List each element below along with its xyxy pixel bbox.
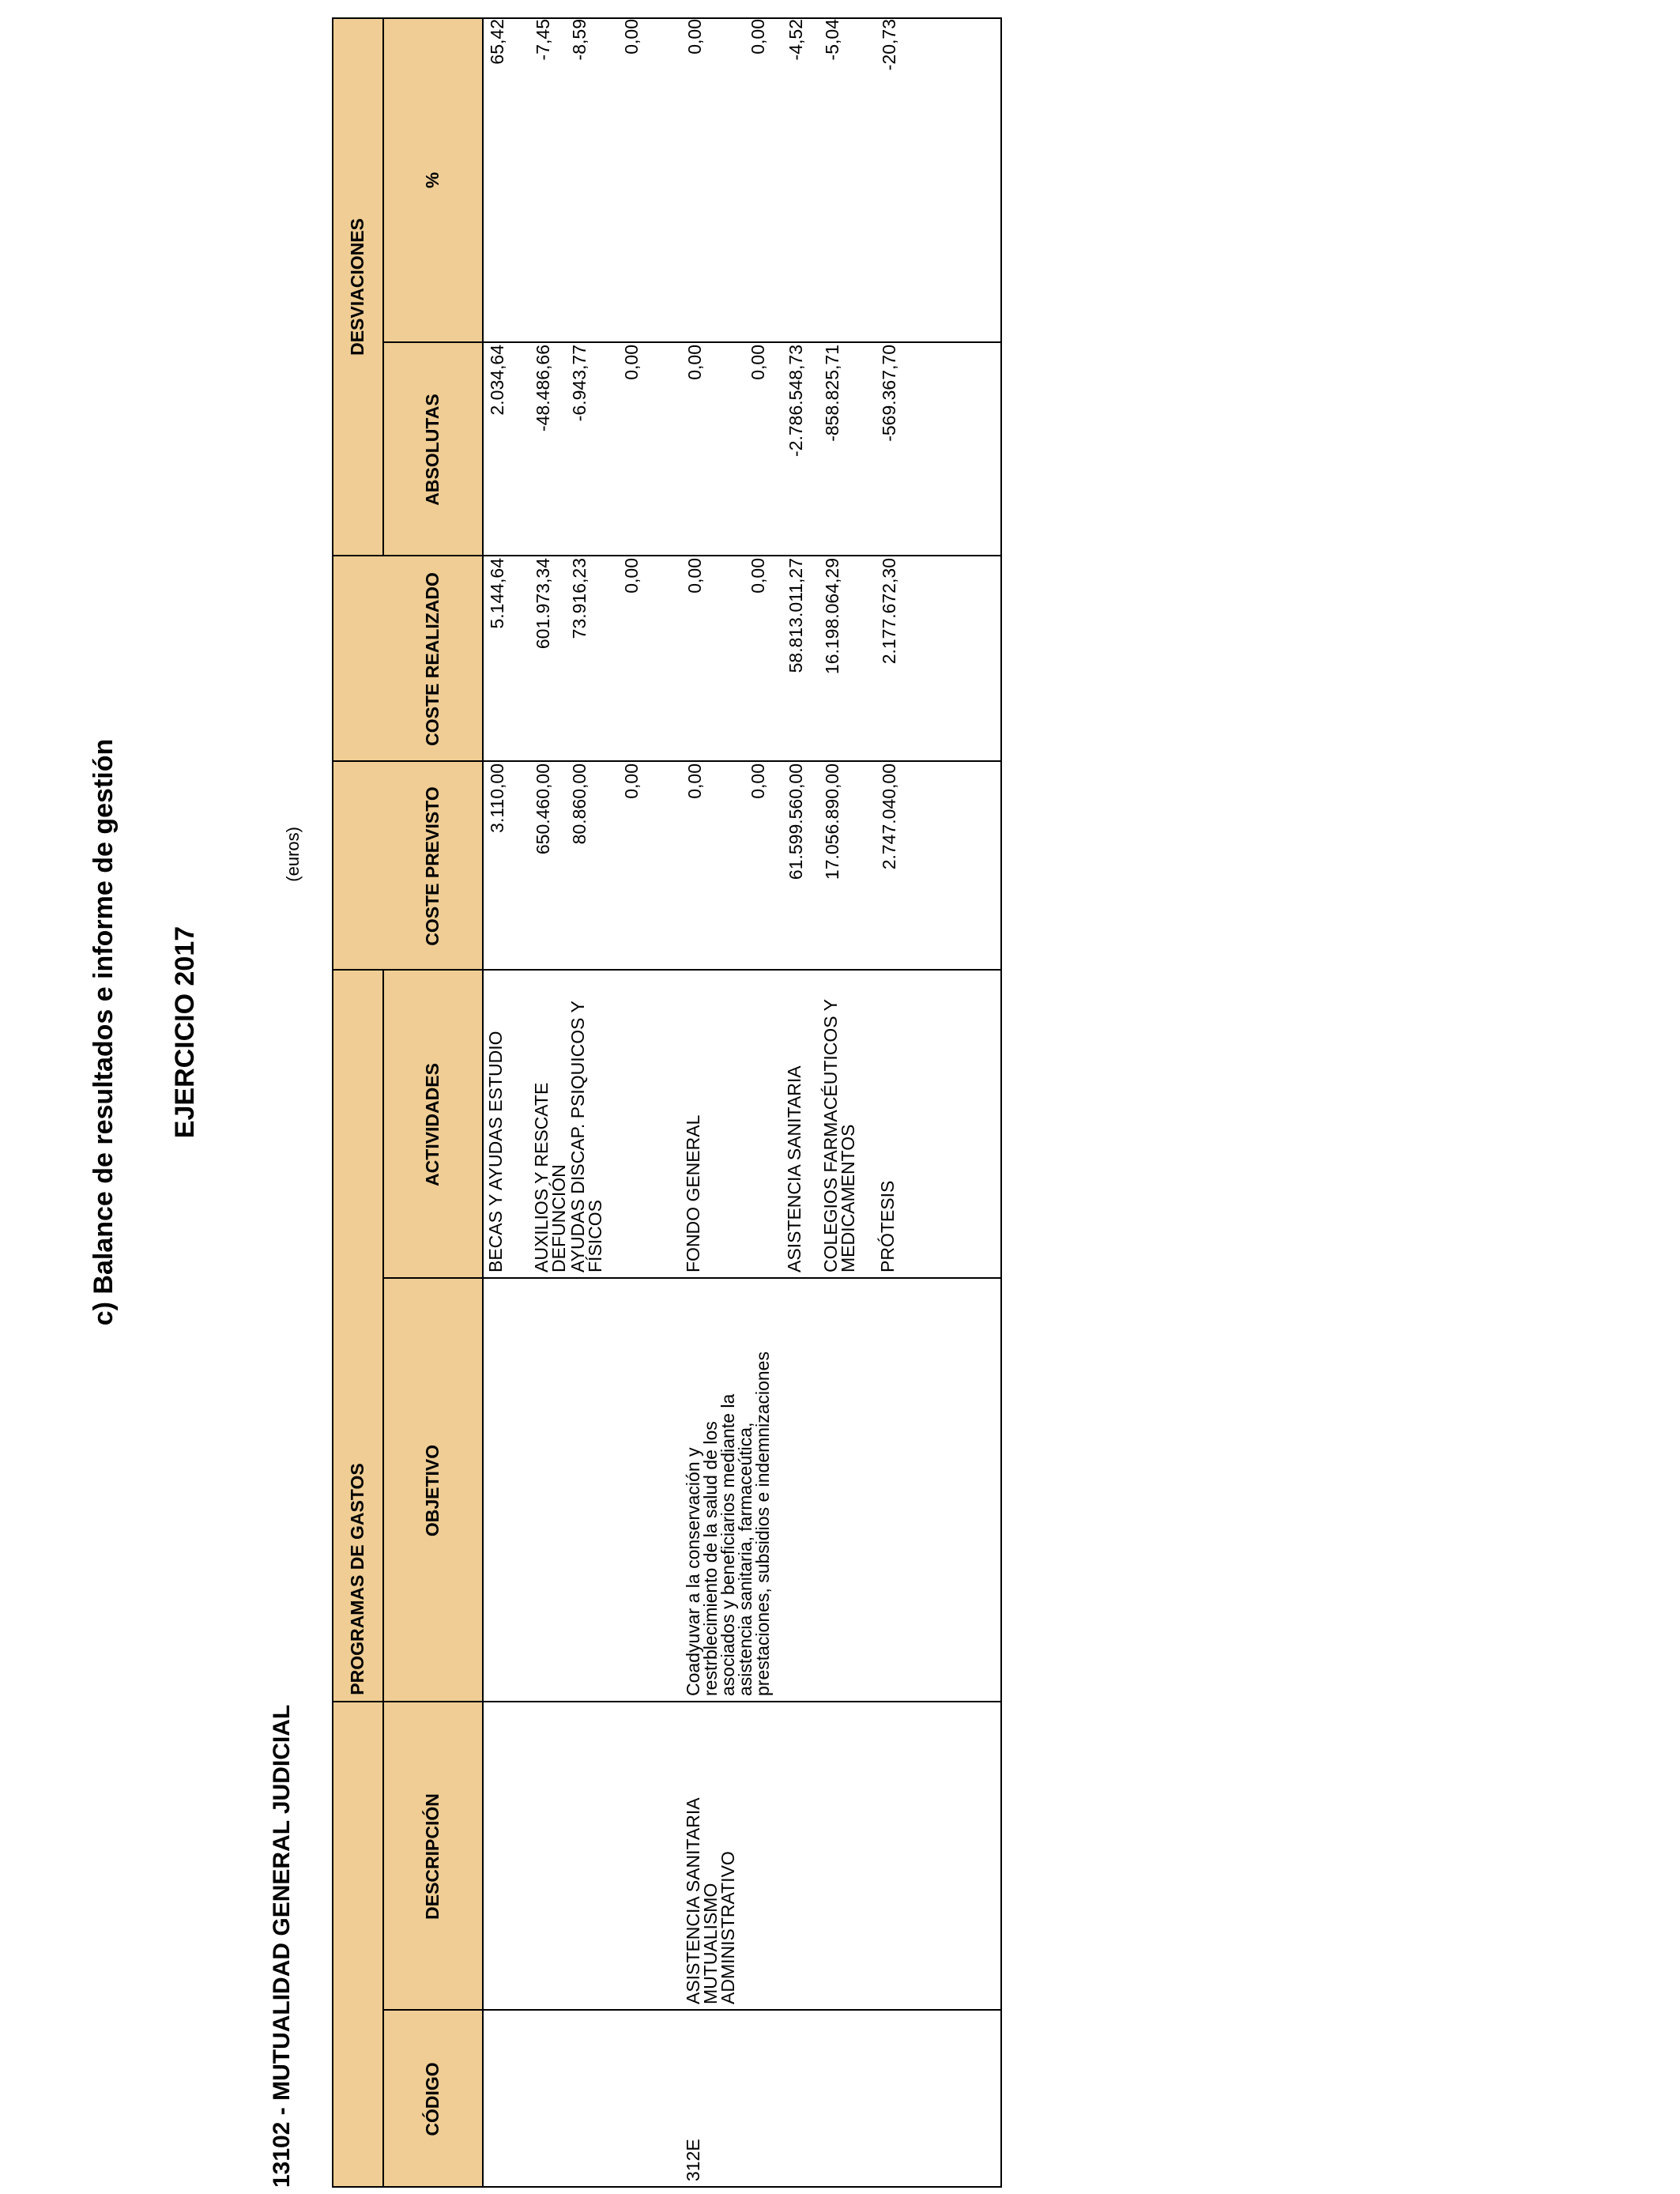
header-divider-programas [382, 971, 384, 2188]
coste-previsto-value: 61.599.560,00 [785, 763, 806, 880]
coste-realizado-value: 73.916,23 [569, 558, 590, 639]
col-divider-1 [382, 2009, 1002, 2011]
desviacion-percent-value: 65,42 [487, 19, 507, 65]
desviacion-percent-value: 0,00 [621, 19, 642, 55]
desviacion-absoluta-value: -858.825,71 [822, 345, 842, 442]
desviacion-absoluta-value: 0,00 [748, 345, 768, 380]
col-divider-4 [332, 969, 1002, 971]
desviacion-percent-value: -8,59 [569, 19, 590, 61]
coste-previsto-value: 650.460,00 [533, 763, 553, 855]
desviacion-absoluta-value: -569.367,70 [879, 345, 899, 442]
coste-realizado-value: 0,00 [748, 558, 768, 594]
header-percent: % [382, 17, 482, 343]
activity-name: AUXILIOS Y RESCATE DEFUNCIÓN [531, 1082, 569, 1272]
coste-previsto-value: 0,00 [684, 763, 705, 799]
header-blank-coste [332, 556, 382, 971]
coste-previsto-value: 2.747.040,00 [879, 763, 899, 870]
coste-previsto-value: 0,00 [621, 763, 642, 799]
header-descripcion: DESCRIPCIÓN [382, 1702, 482, 2011]
fiscal-year-title: EJERCICIO 2017 [170, 925, 200, 1139]
col-divider-2 [332, 1701, 1002, 1702]
results-table [332, 17, 1002, 2188]
coste-previsto-value: 3.110,00 [487, 763, 507, 833]
header-desviaciones-group: DESVIACIONES [332, 17, 382, 556]
coste-previsto-value: 80.860,00 [569, 763, 590, 845]
header-absolutas: ABSOLUTAS [382, 343, 482, 556]
program-objective: Coadyuvar a la conservación y restrblecimiento de la salud de los asociados y beneficiarios mediante la asistencia sanitaria, farmaceútica, prestaciones, subsidios e indemnizaciones [683, 1351, 773, 1696]
desviacion-absoluta-value: -48.486,66 [533, 345, 553, 432]
desviacion-absoluta-value: 0,00 [621, 345, 642, 380]
table-border-right [332, 17, 1002, 19]
table-border-left [332, 2186, 1002, 2188]
desviacion-absoluta-value: 2.034,64 [487, 345, 507, 416]
header-coste-previsto: COSTE PREVISTO [382, 762, 482, 971]
coste-realizado-value: 2.177.672,30 [879, 558, 899, 665]
activity-name: FONDO GENERAL [683, 1114, 703, 1272]
activity-name: BECAS Y AYUDAS ESTUDIO [485, 1031, 506, 1272]
coste-realizado-value: 601.973,34 [533, 558, 553, 650]
coste-realizado-value: 0,00 [684, 558, 705, 594]
header-coste-realizado: COSTE REALIZADO [382, 556, 482, 762]
col-divider-6 [332, 555, 1002, 556]
program-code: 312E [683, 2139, 703, 2181]
desviacion-percent-value: 0,00 [748, 19, 768, 55]
desviacion-percent-value: -5,04 [822, 19, 842, 61]
currency-units: (euros) [283, 827, 303, 882]
header-programas-group: PROGRAMAS DE GASTOS [332, 971, 382, 2188]
header-codigo: CÓDIGO [382, 2011, 482, 2188]
coste-realizado-value: 58.813.011,27 [785, 558, 806, 673]
coste-realizado-value: 16.198.064,29 [822, 558, 842, 675]
activity-name: PRÓTESIS [877, 1180, 898, 1272]
header-objetivo: OBJETIVO [382, 1279, 482, 1702]
activity-name: COLEGIOS FARMACÉUTICOS Y MEDICAMENTOS [820, 999, 858, 1272]
coste-realizado-value: 0,00 [621, 558, 642, 594]
header-actividades: ACTIVIDADES [382, 971, 482, 1279]
col-divider-3 [382, 1277, 1002, 1279]
program-description: ASISTENCIA SANITARIA MUTUALISMO ADMINISTRATIVO [683, 1797, 738, 2004]
desviacion-absoluta-value: -6.943,77 [569, 345, 590, 422]
coste-previsto-value: 0,00 [748, 763, 768, 799]
coste-realizado-value: 5.144,64 [487, 558, 507, 629]
activity-name: AYUDAS DISCAP. PSIQUICOS Y FÍSICOS [567, 1001, 605, 1272]
activity-name: ASISTENCIA SANITARIA [784, 1065, 804, 1272]
desviacion-absoluta-value: 0,00 [684, 345, 705, 380]
col-divider-7 [382, 341, 1002, 343]
table-border-top [332, 17, 333, 2188]
desviacion-percent-value: 0,00 [684, 19, 705, 55]
coste-previsto-value: 17.056.890,00 [822, 763, 842, 880]
header-divider-desviaciones [382, 17, 384, 556]
col-divider-5 [332, 760, 1002, 762]
entity-heading: 13102 - MUTUALIDAD GENERAL JUDICIAL [269, 1704, 295, 2188]
page-title: c) Balance de resultados e informe de gestión [89, 738, 119, 1326]
desviacion-percent-value: -7,45 [533, 19, 553, 61]
desviacion-percent-value: -4,52 [785, 19, 806, 61]
desviacion-percent-value: -20,73 [879, 19, 899, 71]
desviacion-absoluta-value: -2.786.548,73 [785, 345, 806, 457]
